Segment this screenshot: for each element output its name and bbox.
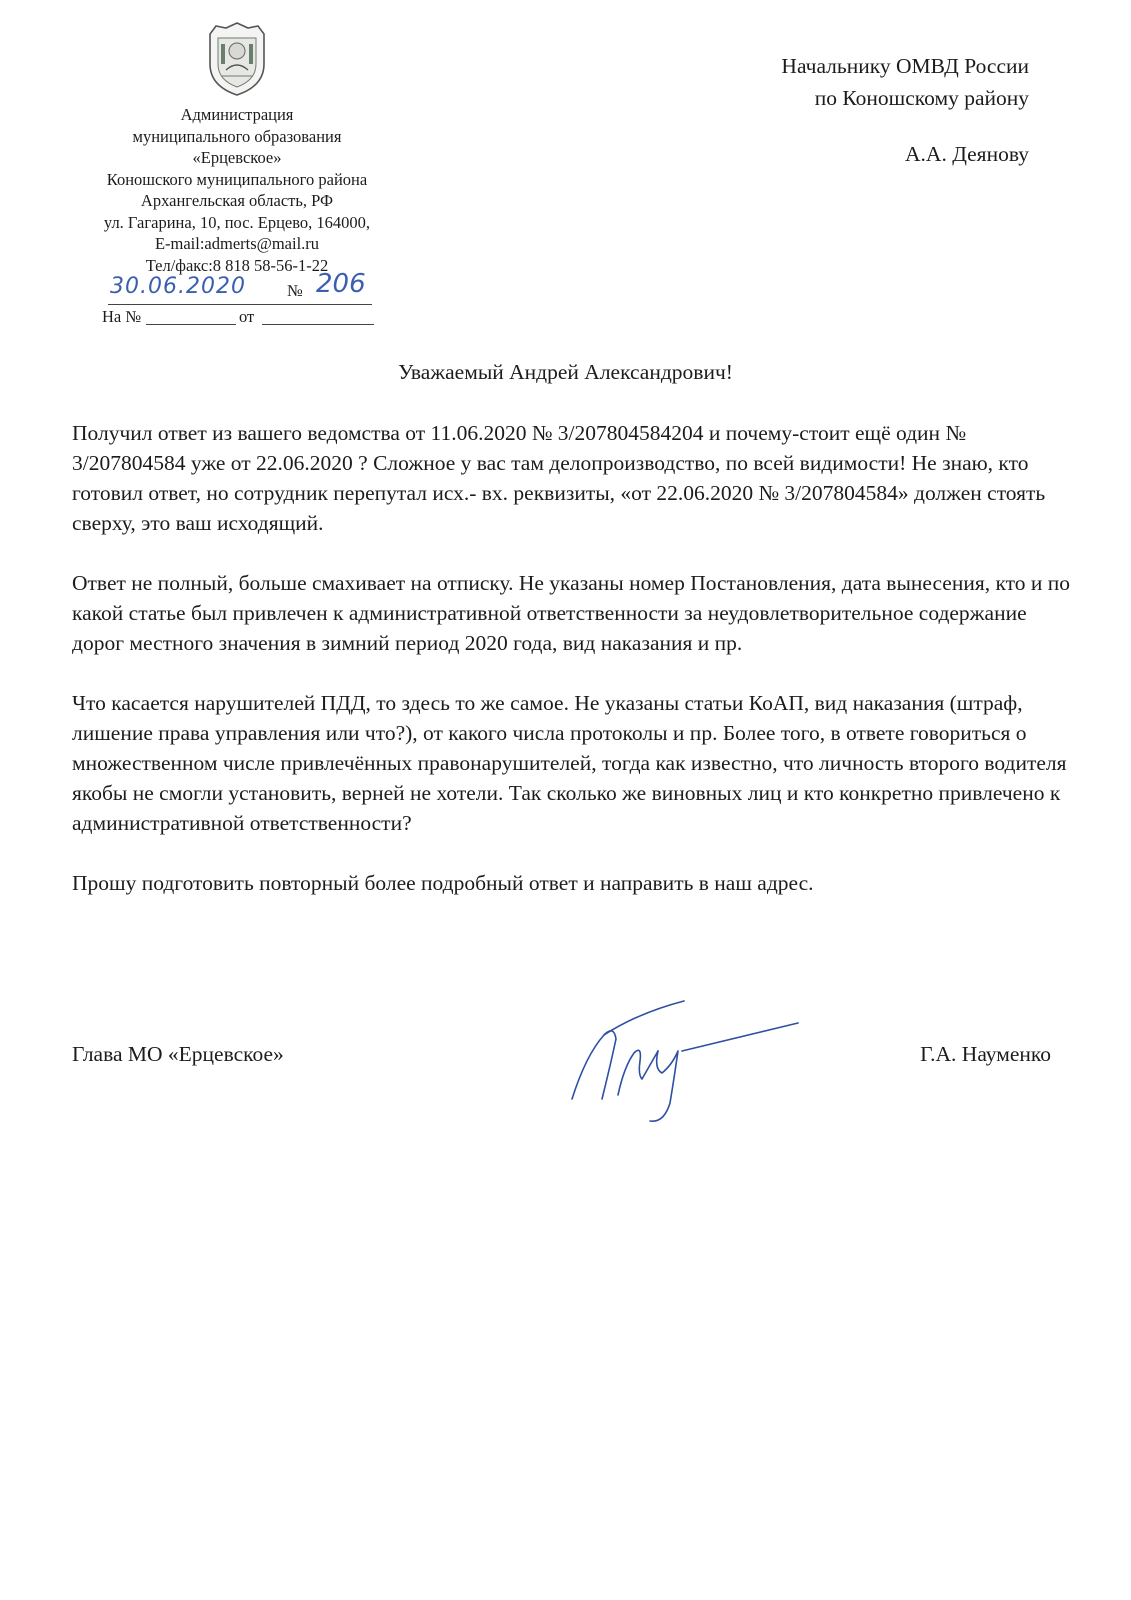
addressee-block (781, 50, 1029, 170)
addressee-position: Начальнику ОМВД России (781, 54, 1029, 78)
letter-body (72, 418, 1072, 928)
paragraph: Что касается нарушителей ПДД, то здесь то же самое. Не указаны статьи КоАП, вид наказания (штраф, лишение права управления или что?), от какого числа протоколы и пр. Более того, в ответе говориться о множественном числе привлечённых правонарушителей, тогда как известно, что личность второго водителя якобы не смогли установить, верней не хотели. Так сколько же виновных лиц и кто конкретно привлечено к административной ответственности? (72, 691, 1067, 835)
addressee-department: по Коношскому району (814, 86, 1029, 110)
addressee-name: А.А. Деянову (905, 142, 1029, 166)
registration-row (72, 269, 402, 306)
salutation: Уважаемый Андрей Александрович! (398, 360, 733, 384)
org-region-line: Архангельская область, РФ (140, 191, 334, 210)
paragraph: Получил ответ из вашего ведомства от 11.06.2020 № 3/207804584204 и почему-стоит ещё один № 3/207804584 уже от 22.06.2020 ? Сложное у вас там делопроизводство, по всей видимости! Не знаю, кто готовил ответ, но сотрудник перепутал исх.- вх. реквизиты, «от 22.06.2020 № 3/207804584» должен стоять сверху, это ваш исходящий. (72, 421, 1046, 535)
letterhead (72, 20, 402, 328)
org-address-line: ул. Гагарина, 10, пос. Ерцево, 164000, (103, 212, 371, 232)
registration-number: 206 (316, 269, 366, 299)
org-phone-line: Тел/факс:8 818 58-56-1-22 (145, 255, 329, 275)
paragraph: Ответ не полный, больше смахивает на отписку. Не указаны номер Постановления, дата вынесения, кто и по какой статье был привлечен к административной ответственности за неудовлетворительное содержание дорог местного значения в зимний период 2020 года, вид наказания и пр. (72, 571, 1071, 655)
org-email-line: E-mail:admerts@mail.ru (154, 234, 320, 253)
reference-number-line (146, 324, 236, 325)
signatory-title: Глава МО «Ерцевское» (72, 1042, 284, 1066)
reference-row (72, 306, 402, 328)
coat-of-arms-icon (204, 20, 270, 98)
registration-number-label: № (287, 281, 303, 300)
paragraph: Прошу подготовить повторный более подробный ответ и направить в наш адрес. (72, 871, 814, 895)
registration-date: 30.06.2020 (110, 274, 246, 299)
reference-from-label: от (239, 307, 255, 326)
org-name-line: «Ерцевское» (192, 148, 282, 167)
reference-date-line (262, 324, 374, 325)
org-name-line: Администрация (180, 105, 294, 124)
org-name-line: муниципального образования (132, 126, 342, 146)
org-district-line: Коношского муниципального района (106, 169, 368, 189)
registration-underline (108, 304, 372, 305)
signature-row (72, 1042, 1051, 1102)
signatory-name: Г.А. Науменко (920, 1042, 1051, 1066)
reference-label: На № (102, 307, 142, 326)
